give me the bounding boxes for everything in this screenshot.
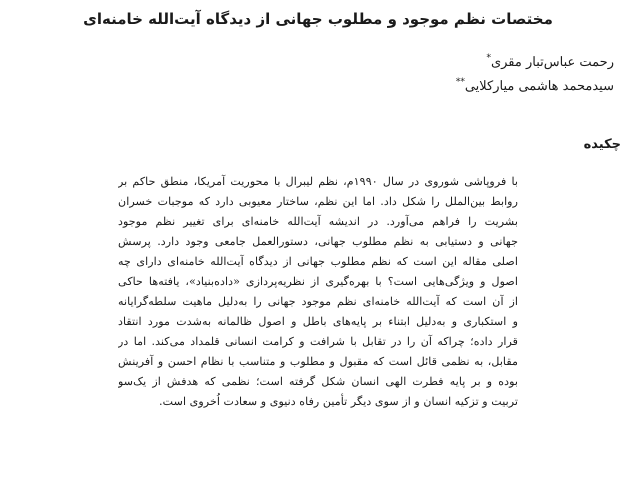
- author-2: [456, 78, 614, 96]
- author-1-name: رحمت عباس‌تبار مقری: [490, 55, 614, 70]
- abstract-line: اصول و ویژگی‌هایی است؟ با بهره‌گیری از نظریه‌پردازی «داده‌بنیاد»، یافته‌ها حاکی: [118, 275, 518, 288]
- author-1: [486, 54, 614, 72]
- abstract-line: قرار داده؛ چراکه آن را در تقابل با شرافت و کرامت انسانی قلمداد می‌کند. اما در: [118, 335, 518, 348]
- author-2-footnote-mark: **: [455, 77, 465, 88]
- author-2-name: سیدمحمد هاشمی میارکلایی: [464, 79, 614, 94]
- abstract-line: روابط بین‌الملل را شکل داد. اما این نظم، ساختار معیوبی دارد که موجبات خسران: [118, 195, 518, 208]
- abstract-line: و استکباری و به‌دلیل ابتناء بر پایه‌های باطل و اصول ظالمانه به‌شدت مورد انتقاد: [118, 315, 518, 328]
- abstract-line: تربیت و تزکیه انسان و از سوی دیگر تأمین رفاه دنیوی و سعادت اُخروی است.: [159, 395, 518, 408]
- abstract-line: مقابل، به نظمی قائل است که مقبول و مطلوب و متناسب با نظام احسن و آفرینش: [118, 355, 518, 368]
- abstract-heading: چکیده: [583, 137, 621, 152]
- author-1-footnote-mark: *: [486, 53, 491, 64]
- paper-title: مختصات نظم موجود و مطلوب جهانی از دیدگاه آیت‌الله خامنه‌ای: [83, 10, 553, 28]
- abstract-line: با فروپاشی شوروی در سال ۱۹۹۰م، نظم لیبرال با محوریت آمریکا، منطق حاکم بر: [118, 175, 518, 188]
- abstract-line: جهانی و دستیابی به نظم مطلوب جهانی، دستورالعمل جامعی وجود دارد. پرسش: [118, 235, 518, 248]
- abstract-line: بشریت را فراهم می‌آورد. در اندیشه آیت‌الله خامنه‌ای برای تغییر نظم موجود: [118, 215, 518, 228]
- abstract-body: [118, 172, 518, 412]
- abstract-line: اصلی مقاله این است که نظم مطلوب جهانی از دیدگاه آیت‌الله خامنه‌ای دارای چه: [118, 255, 518, 268]
- abstract-line: از آن است که آیت‌الله خامنه‌ای نظم موجود جهانی را به‌دلیل ماهیت سلطه‌گرایانه: [118, 295, 518, 308]
- abstract-line: بوده و بر پایه فطرت الهی انسان شکل گرفته است؛ نظمی که هدفش از یک‌سو: [118, 375, 518, 388]
